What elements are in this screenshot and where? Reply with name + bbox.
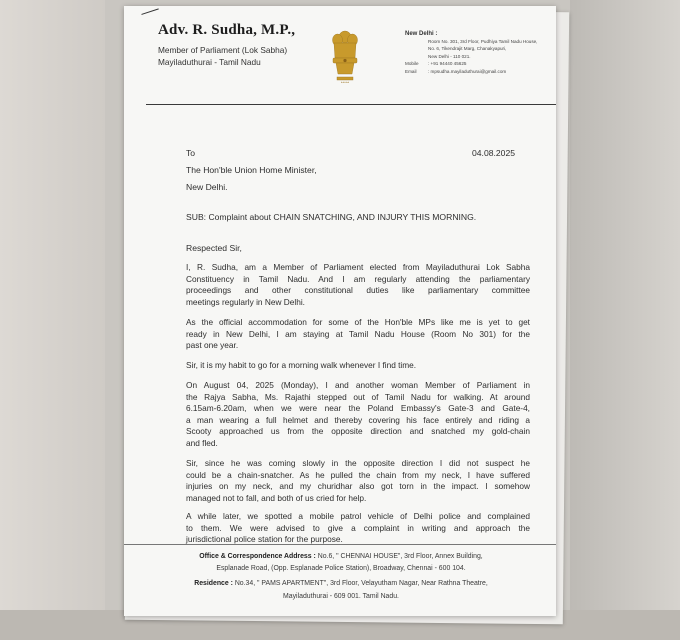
- paragraph-3: Sir, it is my habit to go for a morning walk whenever I find time.: [186, 360, 417, 370]
- paragraph-6: A while later, we spotted a mobile patrol vehicle of Delhi police and complained to them. We were advised to give a complaint in writing and approach the jurisdictional police station for the purpose.: [186, 511, 530, 544]
- paragraph-1: I, R. Sudha, am a Member of Parliament elected from Mayiladuthurai Lok Sabha Constituency in Tamil Nadu. And I am regularly attending the parliamentary proceedings and other constitutional duties like parliamentary committee meetings regularly in New Delhi.: [186, 262, 530, 307]
- background-left: [0, 0, 105, 640]
- paragraph-4: On August 04, 2025 (Monday), I and another woman Member of Parliament in the Rajya Sabha, Ms. Rajathi stepped out of Tamil Nadu for walking. At around 6.15am-6.20am, when we were near the Poland Embassy's Gate-3 and Gate-4, a man wearing a full helmet and thereby covering his face entirely and riding a Scooty approached us from the opposite direction and snatched my gold-chain and fled.: [186, 380, 530, 448]
- sender-role: Member of Parliament (Lok Sabha): [158, 45, 288, 55]
- residence-label: Residence :: [194, 580, 233, 588]
- delhi-address-block: [405, 30, 555, 75]
- footer-divider: [124, 544, 556, 545]
- letterhead-divider: [146, 104, 556, 105]
- pen-mark: [141, 8, 160, 20]
- addressee-line-2: New Delhi.: [186, 182, 228, 192]
- sender-constituency: Mayiladuthurai - Tamil Nadu: [158, 57, 261, 67]
- office-address-label: Office & Correspondence Address :: [199, 553, 316, 560]
- residence-address-line-2: Mayiladuthurai - 609 001. Tamil Nadu.: [283, 592, 399, 600]
- address-email: Email : mpsudha.mayiladuthurai@gmail.com: [405, 68, 507, 74]
- sender-name: Adv. R. Sudha, M.P.,: [158, 22, 296, 38]
- office-address-line-1: Office & Correspondence Address : No.6, " CHENNAI HOUSE", 3rd Floor, Annex Building,: [199, 553, 483, 560]
- salutation: Respected Sir,: [186, 243, 242, 253]
- letter-page: [124, 6, 556, 616]
- letter-date: 04.08.2025: [472, 148, 516, 158]
- paragraph-2: As the official accommodation for some of the Hon'ble MPs like me is yet to get ready in New Delhi, I am staying at Tamil Nadu House (Room No 301) for the past one year.: [186, 317, 530, 350]
- address-mobile: Mobile : +91 94440 45625: [405, 61, 467, 67]
- footer-addresses: [146, 551, 536, 603]
- address-line: Room No. 301, 3rd Floor, Pudhiya Tamil Nadu House,: [428, 39, 538, 44]
- address-title: New Delhi :: [405, 31, 438, 37]
- paragraph-5: Sir, since he was coming slowly in the opposite direction I did not suspect he could be a chain-snatcher. As he pulled the chain from my neck, I have suffered injuries on my neck, and my churidhar also got torn in the impact. I somehow managed not to fall, and both of us cried for help.: [186, 458, 530, 503]
- office-address-line-2: Esplanade Road, (Opp. Esplanade Police Station), Broadway, Chennai - 600 104.: [216, 565, 466, 573]
- addressee-line-1: The Hon'ble Union Home Minister,: [186, 165, 317, 175]
- state-emblem-icon: [329, 28, 361, 86]
- svg-text:॰॰॰॰॰: ॰॰॰॰॰: [340, 80, 350, 85]
- to-label: To: [186, 148, 196, 158]
- address-line: No. 6, Tikendrajit Marg, Chanakyapuri,: [428, 46, 507, 52]
- background-right: [570, 0, 680, 640]
- subject-line: SUB: Complaint about CHAIN SNATCHING, AND INJURY THIS MORNING.: [186, 212, 477, 222]
- address-line: New Delhi - 110 021.: [428, 53, 471, 59]
- residence-address-line-1: Residence : No.34, " PAMS APARTMENT", 3rd Floor, Velayutham Nagar, Near Rathna Theatre,: [194, 580, 488, 588]
